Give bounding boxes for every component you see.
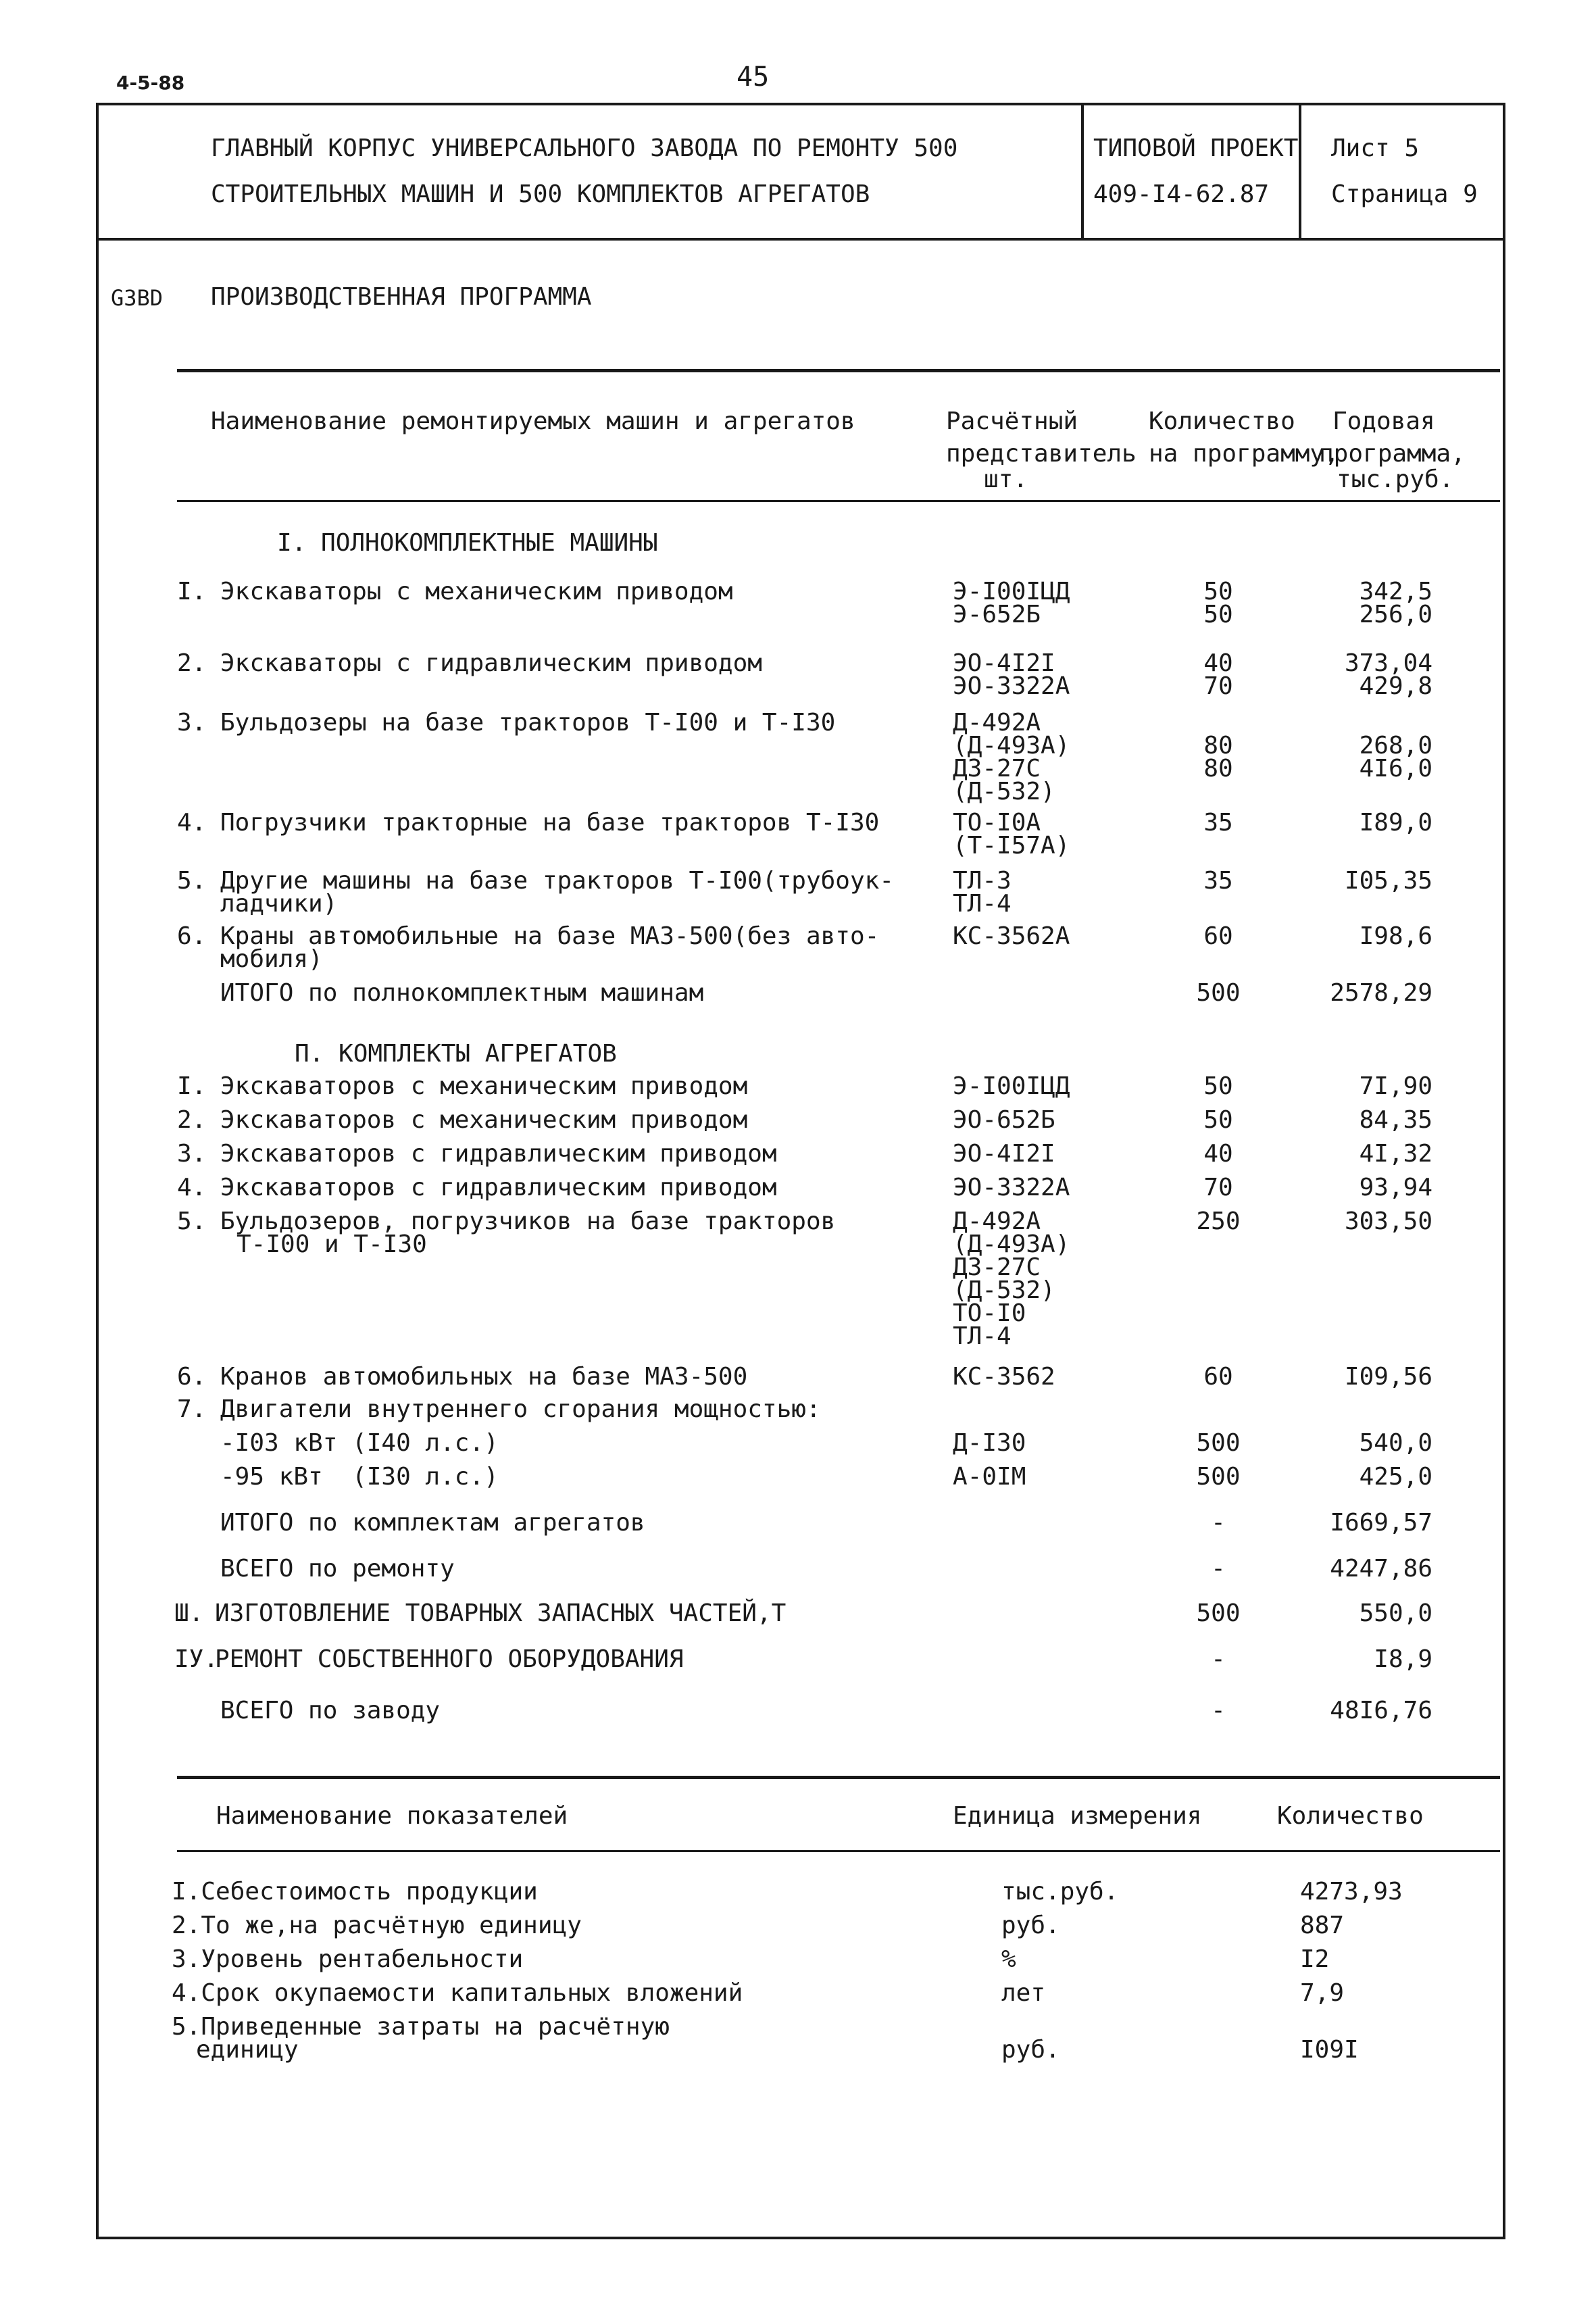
row-number: IУ. bbox=[174, 1645, 219, 1673]
row-quantity: 40 bbox=[1203, 1140, 1233, 1168]
table1-top-rule bbox=[177, 369, 1500, 372]
indicator-quantity: 887 bbox=[1300, 1912, 1345, 1939]
row-name: Краны автомобильные на базе МАЗ-500(без авто- bbox=[220, 922, 880, 950]
row-quantity: 80 bbox=[1203, 732, 1233, 760]
row-name: ИТОГО по полнокомплектным машинам bbox=[220, 979, 704, 1007]
sheet-number: Лист 5 bbox=[1331, 134, 1420, 162]
row-amount: I05,35 bbox=[1344, 867, 1432, 895]
row-representative: ТО-I0 bbox=[953, 1299, 1026, 1327]
row-number: 2. bbox=[177, 1106, 207, 1134]
row-amount: 7I,90 bbox=[1359, 1072, 1432, 1100]
row-representative: (Д-532) bbox=[953, 1276, 1055, 1304]
page-label: Страница 9 bbox=[1331, 180, 1478, 208]
row-representative: ЭО-4I2I bbox=[953, 1140, 1055, 1168]
row-number: 3. bbox=[177, 1140, 207, 1168]
table1-col-rep-line1: Расчётный bbox=[946, 407, 1078, 435]
row-name: Другие машины на базе тракторов Т-I00(трубоук- bbox=[220, 867, 894, 895]
indicator-unit: тыс.руб. bbox=[1001, 1878, 1119, 1906]
row-representative: Э-652Б bbox=[953, 601, 1041, 628]
table1-col-year-line2: программа, bbox=[1319, 440, 1466, 468]
row-number: 5. bbox=[177, 1208, 207, 1235]
row-number: 4. bbox=[177, 809, 207, 837]
row-amount: 550,0 bbox=[1359, 1599, 1432, 1627]
row-representative: ЭО-3322А bbox=[953, 1174, 1070, 1201]
row-quantity: 70 bbox=[1203, 1174, 1233, 1201]
row-quantity: 35 bbox=[1203, 867, 1233, 895]
row-amount: I89,0 bbox=[1359, 809, 1432, 837]
row-amount: 425,0 bbox=[1359, 1463, 1432, 1491]
indicator-name: 4.Срок окупаемости капитальных вложений bbox=[172, 1979, 743, 2007]
indicator-name: I.Себестоимость продукции bbox=[172, 1878, 538, 1906]
row-representative: ДЗ-27С bbox=[953, 1253, 1041, 1281]
row-amount: 303,50 bbox=[1344, 1208, 1432, 1235]
indicator-quantity: I09I bbox=[1300, 2036, 1359, 2064]
indicator-quantity: I2 bbox=[1300, 1945, 1330, 1973]
row-number: I. bbox=[177, 1072, 207, 1100]
row-amount: 256,0 bbox=[1359, 601, 1432, 628]
row-amount: 4I6,0 bbox=[1359, 755, 1432, 782]
header-vline-1 bbox=[1081, 103, 1084, 238]
row-amount: 48I6,76 bbox=[1330, 1697, 1432, 1724]
row-name: Экскаваторов с механическим приводом bbox=[220, 1072, 748, 1100]
row-representative: Д-492А bbox=[953, 1208, 1041, 1235]
row-representative: ДЗ-27С bbox=[953, 755, 1041, 782]
row-representative: ЭО-3322А bbox=[953, 672, 1070, 700]
indicator-quantity: 7,9 bbox=[1300, 1979, 1345, 2007]
table1-col-year-line1: Годовая bbox=[1332, 407, 1435, 435]
row-name: Бульдозеров, погрузчиков на базе тракторов bbox=[220, 1208, 836, 1235]
indicator-name: единицу bbox=[196, 2036, 299, 2064]
row-representative: Э-I00IЦД bbox=[953, 1072, 1070, 1100]
row-representative: ТЛ-3 bbox=[953, 867, 1012, 895]
row-representative: КС-3562 bbox=[953, 1363, 1055, 1391]
section2-title: П. КОМПЛЕКТЫ АГРЕГАТОВ bbox=[295, 1040, 617, 1068]
row-representative: ТЛ-4 bbox=[953, 890, 1012, 918]
table1-col-qty-line1: Количество bbox=[1149, 407, 1295, 435]
project-label: ТИПОВОЙ ПРОЕКТ bbox=[1093, 134, 1299, 162]
section1-title: I. ПОЛНОКОМПЛЕКТНЫЕ МАШИНЫ bbox=[277, 529, 658, 557]
row-representative: (Д-532) bbox=[953, 778, 1055, 805]
row-amount: 4I,32 bbox=[1359, 1140, 1432, 1168]
row-name: ладчики) bbox=[220, 890, 338, 918]
row-name: Экскаваторов с механическим приводом bbox=[220, 1106, 748, 1134]
row-quantity: 50 bbox=[1203, 578, 1233, 605]
row-representative: КС-3562А bbox=[953, 922, 1070, 950]
row-name: Погрузчики тракторные на базе тракторов Т-I30 bbox=[220, 809, 880, 837]
row-quantity: 500 bbox=[1196, 1599, 1241, 1627]
indicator-unit: руб. bbox=[1001, 2036, 1060, 2064]
row-quantity: 35 bbox=[1203, 809, 1233, 837]
row-representative: Д-492А bbox=[953, 709, 1041, 737]
project-number: 409-I4-62.87 bbox=[1093, 180, 1270, 208]
header-vline-2 bbox=[1299, 103, 1301, 238]
row-quantity: - bbox=[1211, 1645, 1226, 1673]
row-name: Экскаваторов с гидравлическим приводом bbox=[220, 1140, 777, 1168]
indicator-quantity: 4273,93 bbox=[1300, 1878, 1403, 1906]
row-representative: ТЛ-4 bbox=[953, 1322, 1012, 1350]
row-name: РЕМОНТ СОБСТВЕННОГО ОБОРУДОВАНИЯ bbox=[215, 1645, 684, 1673]
row-amount: 540,0 bbox=[1359, 1429, 1432, 1457]
row-number: 3. bbox=[177, 709, 207, 737]
row-name: ВСЕГО по ремонту bbox=[220, 1555, 455, 1583]
row-amount: I98,6 bbox=[1359, 922, 1432, 950]
table2-col-name: Наименование показателей bbox=[216, 1802, 568, 1830]
row-quantity: 500 bbox=[1196, 1429, 1241, 1457]
document-code: 4-5-88 bbox=[116, 72, 185, 94]
row-name: мобиля) bbox=[220, 945, 323, 973]
table2-top-rule bbox=[177, 1776, 1500, 1779]
indicator-unit: руб. bbox=[1001, 1912, 1060, 1939]
section-title: ПРОИЗВОДСТВЕННАЯ ПРОГРАММА bbox=[211, 283, 592, 311]
table1-col-rep-line2: представитель bbox=[946, 440, 1137, 468]
row-number: 4. bbox=[177, 1174, 207, 1201]
row-amount: 429,8 bbox=[1359, 672, 1432, 700]
table1-col-qty-line2: на программу, bbox=[1149, 440, 1339, 468]
row-quantity: 50 bbox=[1203, 1106, 1233, 1134]
row-amount: I669,57 bbox=[1330, 1509, 1432, 1537]
row-quantity: - bbox=[1211, 1697, 1226, 1724]
header-divider bbox=[96, 238, 1503, 241]
row-representative: А-0IМ bbox=[953, 1463, 1026, 1491]
row-representative: ТО-I0А bbox=[953, 809, 1041, 837]
row-representative: ЭО-4I2I bbox=[953, 649, 1055, 677]
row-number: 2. bbox=[177, 649, 207, 677]
row-quantity: 500 bbox=[1196, 979, 1241, 1007]
row-amount: I09,56 bbox=[1344, 1363, 1432, 1391]
row-quantity: - bbox=[1211, 1509, 1226, 1537]
row-representative: Д-I30 bbox=[953, 1429, 1026, 1457]
row-quantity: 80 bbox=[1203, 755, 1233, 782]
row-representative: (Д-493А) bbox=[953, 732, 1070, 760]
row-name: Экскаваторов с гидравлическим приводом bbox=[220, 1174, 777, 1201]
indicator-unit: % bbox=[1001, 1945, 1016, 1973]
row-name: Бульдозеры на базе тракторов Т-I00 и Т-I30 bbox=[220, 709, 836, 737]
row-name: Кранов автомобильных на базе МАЗ-500 bbox=[220, 1363, 748, 1391]
table2-header-rule bbox=[177, 1850, 1500, 1852]
row-number: 5. bbox=[177, 867, 207, 895]
row-quantity: - bbox=[1211, 1555, 1226, 1583]
table1-header-rule bbox=[177, 500, 1500, 502]
row-quantity: 250 bbox=[1196, 1208, 1241, 1235]
row-quantity: 50 bbox=[1203, 1072, 1233, 1100]
row-amount: I8,9 bbox=[1374, 1645, 1432, 1673]
row-representative: ЭО-652Б bbox=[953, 1106, 1055, 1134]
row-amount: 4247,86 bbox=[1330, 1555, 1432, 1583]
row-number: I. bbox=[177, 578, 207, 605]
row-number: 6. bbox=[177, 1363, 207, 1391]
row-amount: 84,35 bbox=[1359, 1106, 1432, 1134]
row-name: ВСЕГО по заводу bbox=[220, 1697, 441, 1724]
table1-col-name: Наименование ремонтируемых машин и агрегатов bbox=[211, 407, 855, 435]
indicator-unit: лет bbox=[1001, 1979, 1046, 2007]
row-name: ИЗГОТОВЛЕНИЕ ТОВАРНЫХ ЗАПАСНЫХ ЧАСТЕЙ,Т bbox=[215, 1599, 787, 1627]
header-title-line2: СТРОИТЕЛЬНЫХ МАШИН И 500 КОМПЛЕКТОВ АГРЕГАТОВ bbox=[211, 180, 870, 208]
row-amount: 2578,29 bbox=[1330, 979, 1432, 1007]
row-amount: 93,94 bbox=[1359, 1174, 1432, 1201]
table1-col-year-line3: тыс.руб. bbox=[1337, 466, 1454, 493]
row-quantity: 60 bbox=[1203, 1363, 1233, 1391]
row-quantity: 500 bbox=[1196, 1463, 1241, 1491]
table2-col-qty: Количество bbox=[1277, 1802, 1424, 1830]
indicator-name: 2.То же,на расчётную единицу bbox=[172, 1912, 582, 1939]
table2-col-unit: Единица измерения bbox=[953, 1802, 1202, 1830]
row-representative: (Д-493А) bbox=[953, 1230, 1070, 1258]
row-name: ИТОГО по комплектам агрегатов bbox=[220, 1509, 645, 1537]
row-name: -95 кВт (I30 л.с.) bbox=[220, 1463, 499, 1491]
row-representative: Э-I00IЦД bbox=[953, 578, 1070, 605]
page-number: 45 bbox=[737, 61, 770, 93]
row-quantity: 60 bbox=[1203, 922, 1233, 950]
row-quantity: 40 bbox=[1203, 649, 1233, 677]
indicator-name: 3.Уровень рентабельности bbox=[172, 1945, 524, 1973]
row-number: 7. bbox=[177, 1395, 207, 1423]
row-number: Ш. bbox=[174, 1599, 204, 1627]
section-code: G3BD bbox=[111, 285, 164, 311]
row-quantity: 70 bbox=[1203, 672, 1233, 700]
row-number: 6. bbox=[177, 922, 207, 950]
row-amount: 342,5 bbox=[1359, 578, 1432, 605]
row-name: Экскаваторы с механическим приводом bbox=[220, 578, 733, 605]
row-amount: 268,0 bbox=[1359, 732, 1432, 760]
table1-col-rep-line3: шт. bbox=[984, 466, 1028, 493]
row-representative: (Т-I57А) bbox=[953, 832, 1070, 860]
row-name: Экскаваторы с гидравлическим приводом bbox=[220, 649, 762, 677]
row-amount: 373,04 bbox=[1344, 649, 1432, 677]
row-name: -I03 кВт (I40 л.с.) bbox=[220, 1429, 499, 1457]
header-title-line1: ГЛАВНЫЙ КОРПУС УНИВЕРСАЛЬНОГО ЗАВОДА ПО РЕМОНТУ 500 bbox=[211, 134, 958, 162]
row-quantity: 50 bbox=[1203, 601, 1233, 628]
row-name: Т-I00 и Т-I30 bbox=[236, 1230, 427, 1258]
indicator-name: 5.Приведенные затраты на расчётную bbox=[172, 2013, 670, 2041]
row-name: Двигатели внутреннего сгорания мощностью: bbox=[220, 1395, 821, 1423]
